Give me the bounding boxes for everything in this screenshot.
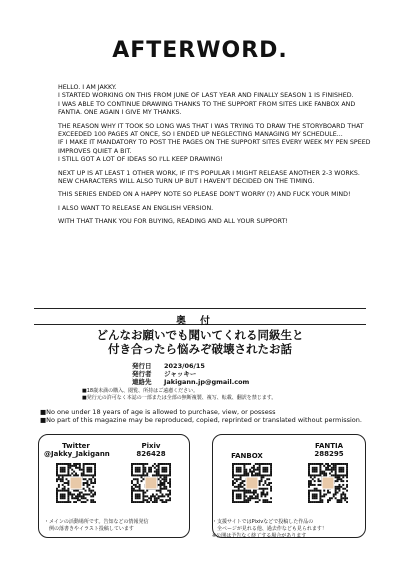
english-notes [40, 408, 362, 424]
fantia-label-block [304, 442, 354, 458]
pixiv-label: Pixiv [141, 442, 161, 450]
japanese-title-line: 付き合ったら悩みぞ破壊されたお話 [108, 342, 292, 356]
caption-line: ※公開は予告なく終了する場合があります [212, 533, 307, 539]
fantia-label: FANTIA [314, 442, 344, 450]
pixiv-id: 826428 [136, 450, 166, 458]
afterword-paragraph: NEXT UP IS AT LEAST 1 OTHER WORK, IF IT'S POPULAR I MIGHT RELEASE ANOTHER 2-3 WORKS. NEW CHARACTERS WILL ALSO TURN UP BUT I HAVEN'T DECIDED ON THE TIMING. [58, 169, 360, 186]
twitter-label-block [44, 442, 108, 458]
japanese-title-line: どんなお願いでも聞いてくれる同級生と [96, 328, 304, 342]
qr-pattern [232, 463, 272, 503]
afterword-paragraph: HELLO. I AM JAKKY. I STARTED WORKING ON THIS FROM JUNE OF LAST YEAR AND FINALLY SEASON 1 IS FINISHED. I WAS ABLE TO CONTINUE DRAWING THANKS TO THE SUPPORT FROM SITES LIKE FANBOX AND FANTIA. ONE AGAIN I GIVE MY THANKS. [58, 84, 356, 117]
afterword-paragraph: I ALSO WANT TO RELEASE AN ENGLISH VERSION. [58, 204, 214, 212]
pixiv-qr-code[interactable] [131, 463, 171, 503]
japanese-notes [82, 388, 276, 402]
afterword-paragraph: THE REASON WHY IT TOOK SO LONG WAS THAT I WAS TRYING TO DRAW THE STORYBOARD THAT EXCEEDED 100 PAGES AT ONCE, SO I ENDED UP NEGLECTING MANAGING MY SCHEDULE... IF I MAKE IT MANDATORY TO POST THE PAGES ON THE SUPPORT SITES EVERY WEEK MY PEN SPEED IMPROVES QUIET A BIT. I STILL GOT A LOT OF IDEAS SO I'LL KEEP DRAWING! [58, 122, 371, 164]
twitter-qr-code[interactable] [56, 463, 96, 503]
english-note: ■No part of this magazine may be reproduced, copied, reprinted or translated without permission. [40, 416, 362, 424]
japanese-title [0, 328, 400, 356]
japanese-note: ■18歳未満の購入、閲覧、所持はご遠慮ください。 [82, 388, 199, 394]
fanbox-label: FANBOX [231, 452, 263, 460]
pubinfo-row [132, 362, 249, 370]
fantia-id: 288295 [314, 450, 344, 458]
caption-line: 例の落書きやイラスト投稿しています [44, 526, 134, 532]
pubinfo-key: 発行者 [132, 370, 152, 378]
fanbox-qr-code[interactable] [232, 463, 272, 503]
afterword-text [58, 84, 378, 232]
qr-pattern [56, 463, 96, 503]
japanese-note: ■発行元の許可なく本誌の一部または全部の無断複製、複写、転載、翻訳を禁じます。 [82, 395, 277, 401]
fanbox-label-block [222, 452, 272, 460]
qr-pattern [131, 463, 171, 503]
pubinfo-value: Jakigann.jp@gmail.com [164, 378, 250, 386]
fantia-qr-code[interactable] [308, 463, 348, 503]
caption-line: 全ページが見れる他、過去作なども見られます！ [212, 526, 327, 532]
colophon-heading: 奥付 [176, 316, 224, 327]
afterword-paragraph: THIS SERIES ENDED ON A HAPPY NOTE SO PLEASE DON'T WORRY (?) AND FUCK YOUR MIND! [58, 191, 351, 199]
pubinfo-row [132, 378, 249, 386]
pubinfo-value: ジャッキー [164, 370, 197, 378]
colophon-heading-bar [34, 308, 366, 325]
pubinfo-row [132, 370, 249, 378]
twitter-label: Twitter [62, 442, 90, 450]
pixiv-label-block [126, 442, 176, 458]
pubinfo-value: 2023/06/15 [164, 362, 205, 370]
twitter-handle: @Jakky_Jakigann [44, 450, 110, 458]
page-title: AFTERWORD. [112, 38, 288, 63]
publication-info [132, 362, 249, 386]
qr-pattern [308, 463, 348, 503]
right-caption [212, 519, 327, 540]
afterword-paragraph: WITH THAT THANK YOU FOR BUYING, READING AND ALL YOUR SUPPORT! [58, 218, 288, 226]
caption-line: ・支援サイトではPixivなどで投稿した作品の [212, 519, 314, 525]
left-caption [44, 519, 149, 533]
pubinfo-key: 連絡先 [132, 378, 152, 386]
pubinfo-key: 発行日 [132, 362, 152, 370]
caption-line: ・メインの活動場所です。告知などの情報発信 [44, 519, 149, 525]
english-note: ■No one under 18 years of age is allowed to purchase, view, or possess [40, 408, 276, 416]
